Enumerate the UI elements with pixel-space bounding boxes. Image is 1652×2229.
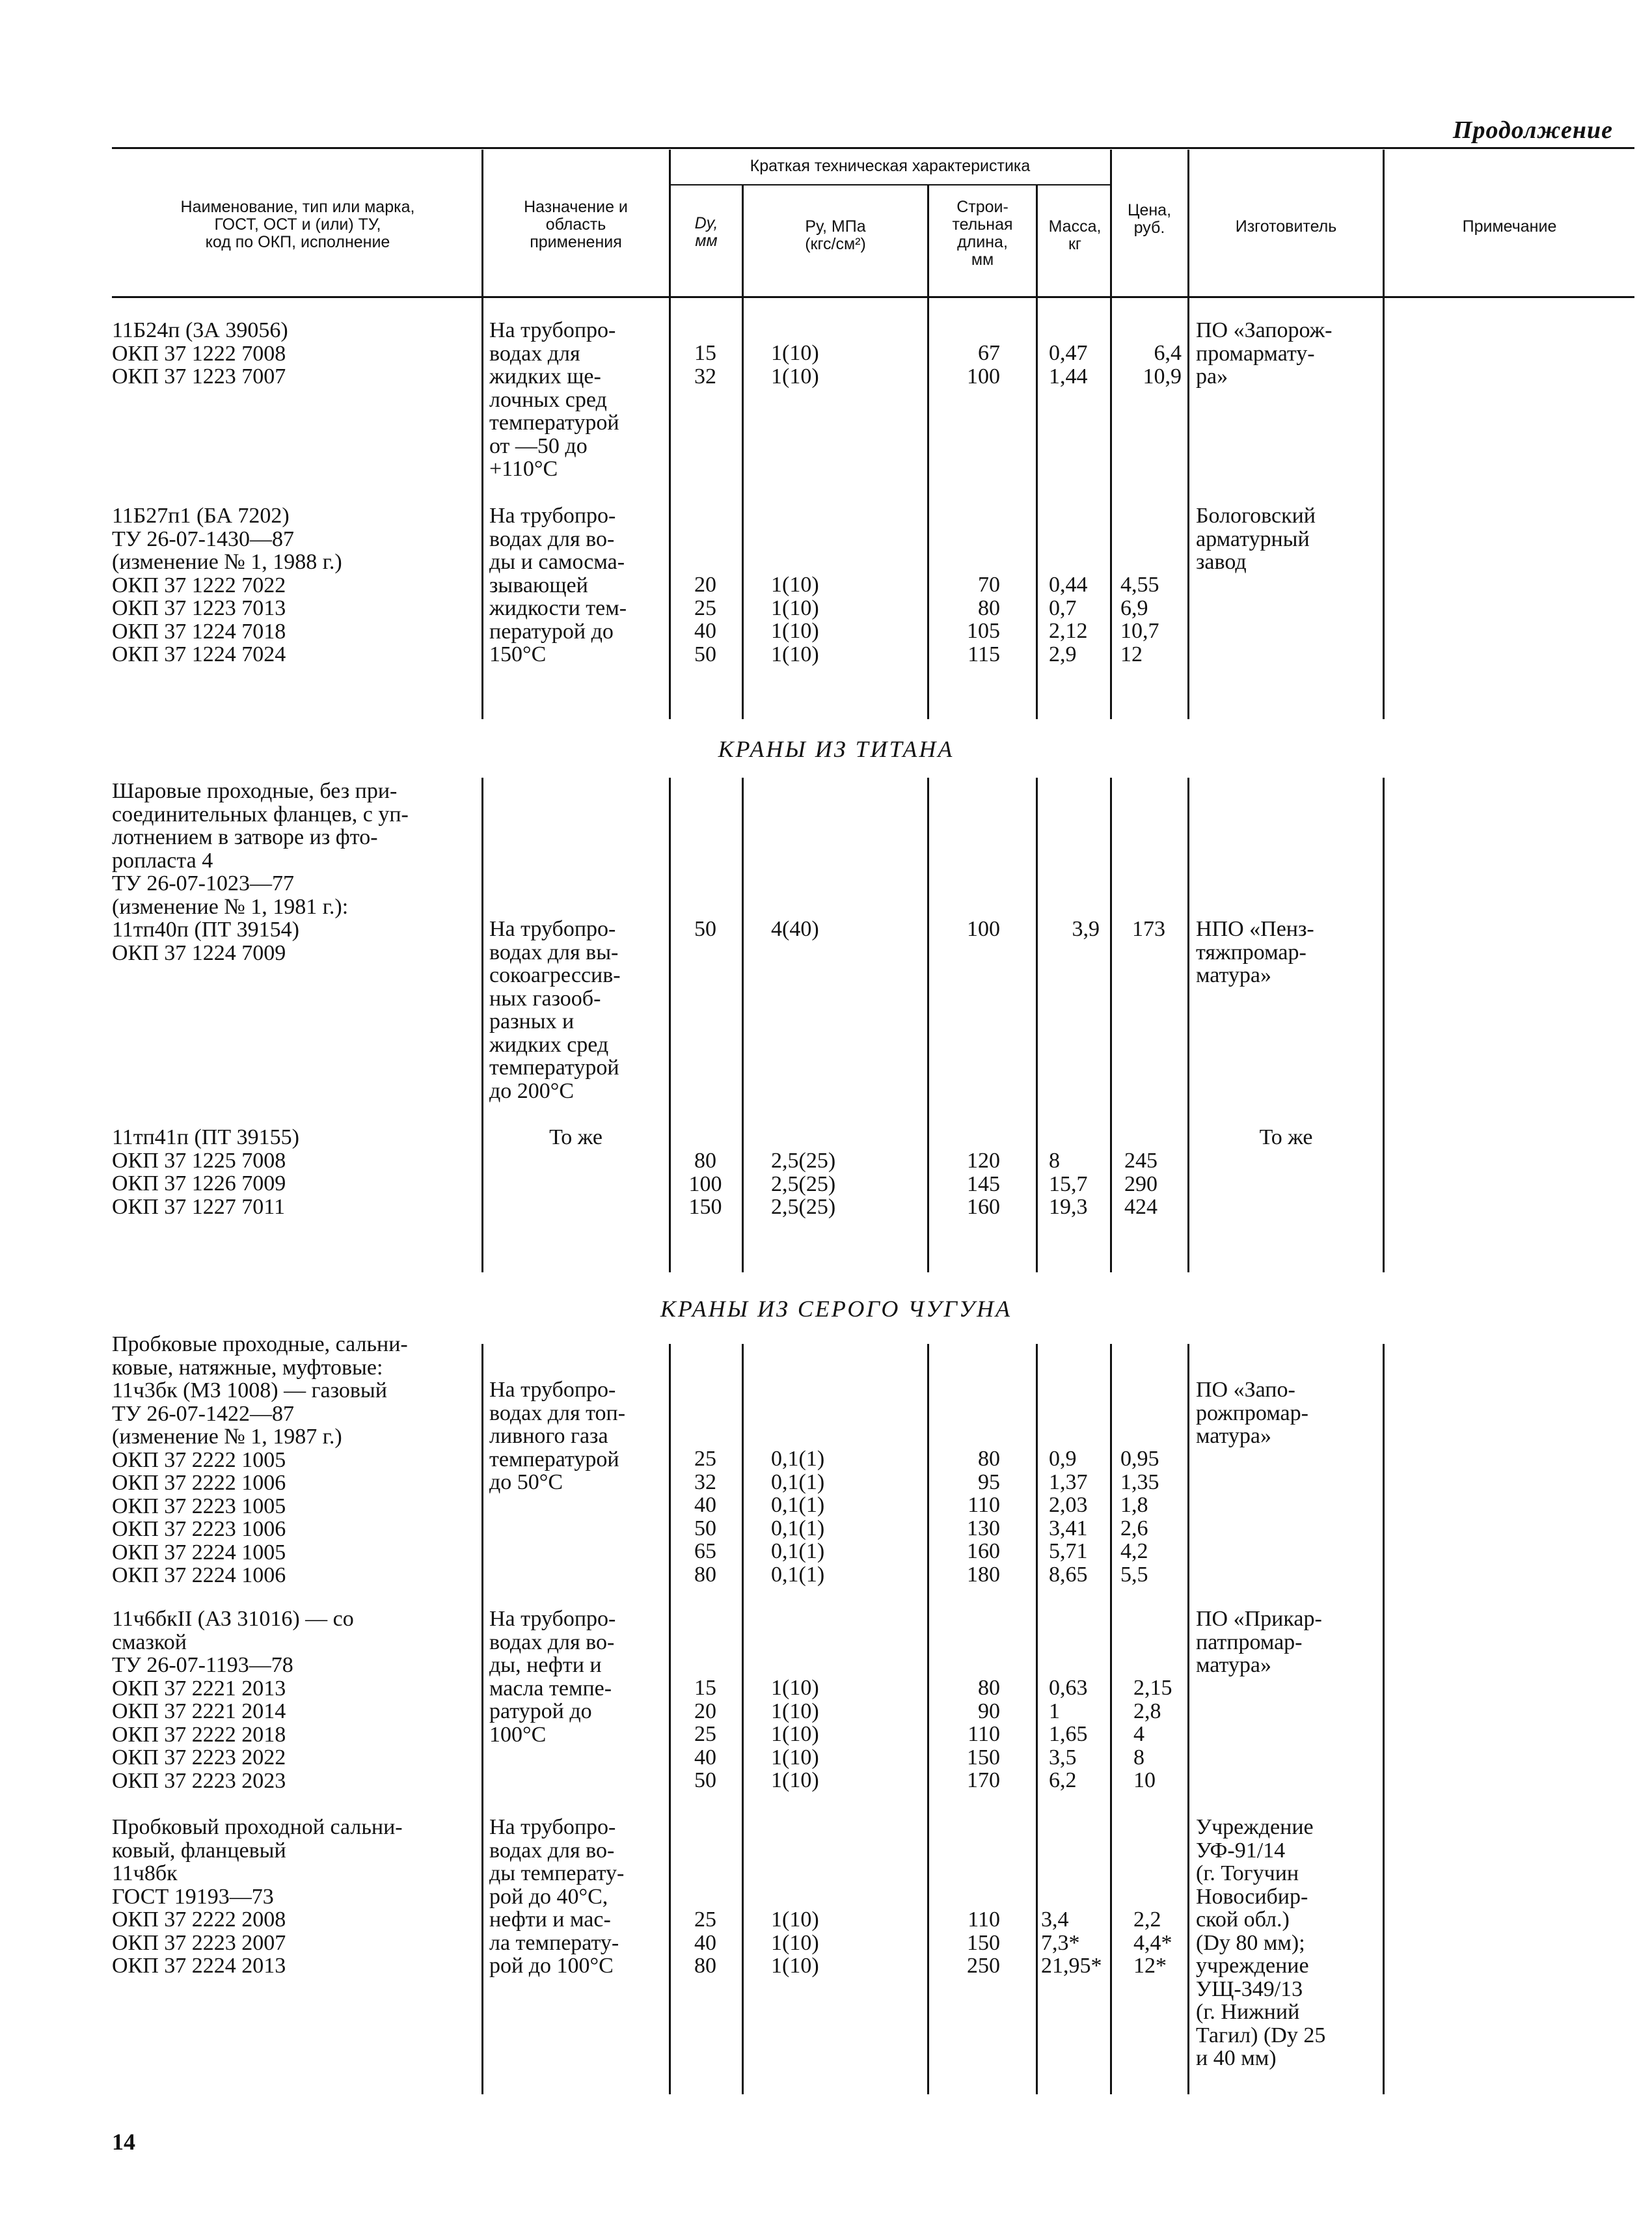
item-length: 70 80 105 115 — [967, 573, 1000, 666]
item-name: 11Б24п (3А 39056) ОКП 37 1222 7008 ОКП 37 1223 7007 — [112, 318, 288, 389]
column-divider — [742, 1344, 744, 2094]
table-top-rule — [112, 147, 1634, 149]
item-purpose: На трубопро- водах для во- ды и самосма- зывающей жидкости тем- пературой до 150°С — [489, 504, 627, 666]
item-name: Пробковый проходной сальни- ковый, фланцевый 11ч8бк ГОСТ 19193—73 ОКП 37 2222 2008 ОКП 37 2223 2007 ОКП 37 2224 2013 — [112, 1815, 403, 1978]
header-price: Цена, руб. — [1127, 201, 1172, 237]
column-divider — [1036, 1344, 1038, 2094]
item-maker: Учреждение УФ-91/14 (г. Тогучин Новосибир- ской обл.) (Dу 80 мм); учреждение УЩ-349/13 (г. Нижний Тагил) (Dу 25 и 40 мм) — [1196, 1815, 1326, 2070]
item-dy: 15 32 — [694, 341, 716, 389]
header-divider — [1036, 185, 1038, 296]
item-dy: 20 25 40 50 — [694, 573, 716, 666]
column-divider — [1383, 778, 1385, 1272]
header-divider — [669, 150, 671, 296]
item-mass: 3,9 — [1072, 917, 1100, 941]
section-title-titanium: КРАНЫ ИЗ ТИТАНА — [718, 736, 955, 762]
item-maker: Бологовский арматурный завод — [1196, 504, 1316, 574]
header-note: Примечание — [1462, 217, 1557, 236]
item-purpose: На трубопро- водах для во- ды, нефти и масла темпе- ратурой до 100°С — [489, 1607, 616, 1747]
header-divider — [481, 150, 483, 296]
item-mass: 0,47 1,44 — [1049, 341, 1088, 389]
item-name: Шаровые проходные, без при- соединительных фланцев, с уп- лотнением в затворе из фто- ропласта 4 ТУ 26-07-1023—77 (изменение № 1, 1981 г.): 11тп40п (ПТ 39154) ОКП 37 1224 7009 — [112, 779, 409, 965]
item-name: Пробковые проходные, сальни- ковые, натяжные, муфтовые: 11ч3бк (МЗ 1008) — газовый ТУ 26-07-1422—87 (изменение № 1, 1987 г.) ОКП 37 2222 1005 ОКП 37 2222 1006 ОКП 37 2223 1005 ОКП 37 2223 1006 ОКП 37 2224 1005 ОКП 37 2224 1006 — [112, 1332, 408, 1587]
item-py: 4(40) — [771, 917, 819, 941]
item-name: 11ч6бкII (АЗ 31016) — со смазкой ТУ 26-07-1193—78 ОКП 37 2221 2013 ОКП 37 2221 2014 ОКП 37 2222 2018 ОКП 37 2223 2022 ОКП 37 2223 2023 — [112, 1607, 354, 1793]
column-divider — [1187, 298, 1189, 719]
continuation-label: Продолжение — [1452, 116, 1613, 144]
column-divider — [1383, 1344, 1385, 2094]
item-price: 6,4 10,9 — [1143, 341, 1182, 389]
column-divider — [1187, 778, 1189, 1272]
item-purpose: На трубопро- водах для во- ды температу- рой до 40°С, нефти и мас- ла температу- рой до 100°С — [489, 1815, 625, 1978]
column-divider — [1187, 1344, 1189, 2094]
item-dy: 50 — [694, 917, 716, 941]
item-dy: 25 32 40 50 65 80 — [694, 1447, 716, 1587]
item-py: 1(10) 1(10) 1(10) 1(10) — [771, 573, 819, 666]
section-title-gray-iron: КРАНЫ ИЗ СЕРОГО ЧУГУНА — [660, 1296, 1012, 1322]
column-divider — [1383, 298, 1385, 719]
column-divider — [481, 298, 483, 719]
header-divider — [927, 185, 929, 296]
item-name: 11Б27п1 (БА 7202) ТУ 26-07-1430—87 (изменение № 1, 1988 г.) ОКП 37 1222 7022 ОКП 37 1223 7013 ОКП 37 1224 7018 ОКП 37 1224 7024 — [112, 504, 342, 666]
item-maker: ПО «Запо- рожпромар- матура» — [1196, 1378, 1308, 1448]
header-mass: Масса, кг — [1048, 217, 1102, 253]
item-dy: 80 100 150 — [688, 1149, 722, 1219]
item-length: 100 — [967, 917, 1000, 941]
item-purpose: На трубопро- водах для жидких ще- лочных сред температурой от —50 до +110°С — [489, 318, 619, 481]
item-maker: НПО «Пенз- тяжпромар- матура» — [1196, 917, 1314, 987]
item-purpose: На трубопро- водах для топ- ливного газа температурой до 50°С — [489, 1378, 626, 1494]
item-price: 4,55 6,9 10,7 12 — [1120, 573, 1159, 666]
item-py: 1(10) 1(10) — [771, 341, 819, 389]
item-maker: ПО «Запорож- промармату- ра» — [1196, 318, 1333, 389]
item-maker: ПО «Прикар- патпромар- матура» — [1196, 1607, 1322, 1677]
group-rule — [669, 184, 1111, 185]
header-divider — [1383, 150, 1385, 296]
item-mass: 0,44 0,7 2,12 2,9 — [1049, 573, 1088, 666]
item-length: 120 145 160 — [967, 1149, 1000, 1219]
item-name: 11тп41п (ПТ 39155) ОКП 37 1225 7008 ОКП 37 1226 7009 ОКП 37 1227 7011 — [112, 1125, 299, 1219]
column-divider — [481, 778, 483, 1272]
header-dy: Dу, мм — [694, 214, 718, 250]
item-dy: 15 20 25 40 50 — [694, 1676, 716, 1792]
item-price: 2,15 2,8 4 8 10 — [1133, 1676, 1172, 1792]
item-purpose: На трубопро- водах для вы- сокоагрессив- ных газооб- разных и жидких сред температурой до 200°С — [489, 917, 621, 1103]
item-maker: То же — [1259, 1125, 1313, 1149]
item-mass: 8 15,7 19,3 — [1049, 1149, 1088, 1219]
item-length: 80 95 110 130 160 180 — [967, 1447, 1000, 1587]
header-maker: Изготовитель — [1235, 217, 1337, 236]
item-length: 110 150 250 — [967, 1908, 1000, 1978]
column-divider — [1110, 1344, 1112, 2094]
header-bottom-rule — [112, 296, 1634, 298]
column-divider — [1110, 778, 1112, 1272]
page-number: 14 — [112, 2129, 135, 2155]
column-divider — [742, 298, 744, 719]
item-price: 245 290 424 — [1124, 1149, 1158, 1219]
item-mass: 3,4 7,3* 21,95* — [1041, 1908, 1102, 1978]
header-group: Краткая техническая характеристика — [750, 157, 1031, 175]
header-name: Наименование, тип или марка, ГОСТ, ОСТ и (или) ТУ, код по ОКП, исполнение — [180, 198, 415, 251]
column-divider — [1036, 778, 1038, 1272]
column-divider — [481, 1344, 483, 2094]
item-length: 80 90 110 150 170 — [967, 1676, 1000, 1792]
header-py: Pу, МПа (кгс/см²) — [805, 217, 866, 253]
item-mass: 0,9 1,37 2,03 3,41 5,71 8,65 — [1049, 1447, 1088, 1587]
item-price: 2,2 4,4* 12* — [1133, 1908, 1172, 1978]
item-py: 1(10) 1(10) 1(10) 1(10) 1(10) — [771, 1676, 819, 1792]
header-purpose: Назначение и область применения — [524, 198, 628, 251]
item-purpose: То же — [549, 1125, 603, 1149]
header-divider — [742, 185, 744, 296]
item-py: 2,5(25) 2,5(25) 2,5(25) — [771, 1149, 836, 1219]
column-divider — [742, 778, 744, 1272]
header-divider — [1187, 150, 1189, 296]
item-price: 173 — [1132, 917, 1165, 941]
column-divider — [1036, 298, 1038, 719]
item-py: 0,1(1) 0,1(1) 0,1(1) 0,1(1) 0,1(1) 0,1(1) — [771, 1447, 825, 1587]
item-length: 67 100 — [967, 341, 1000, 389]
item-dy: 25 40 80 — [694, 1908, 716, 1978]
item-py: 1(10) 1(10) 1(10) — [771, 1908, 819, 1978]
item-mass: 0,63 1 1,65 3,5 6,2 — [1049, 1676, 1088, 1792]
item-price: 0,95 1,35 1,8 2,6 4,2 5,5 — [1120, 1447, 1159, 1587]
header-length: Строи- тельная длина, мм — [952, 198, 1013, 269]
